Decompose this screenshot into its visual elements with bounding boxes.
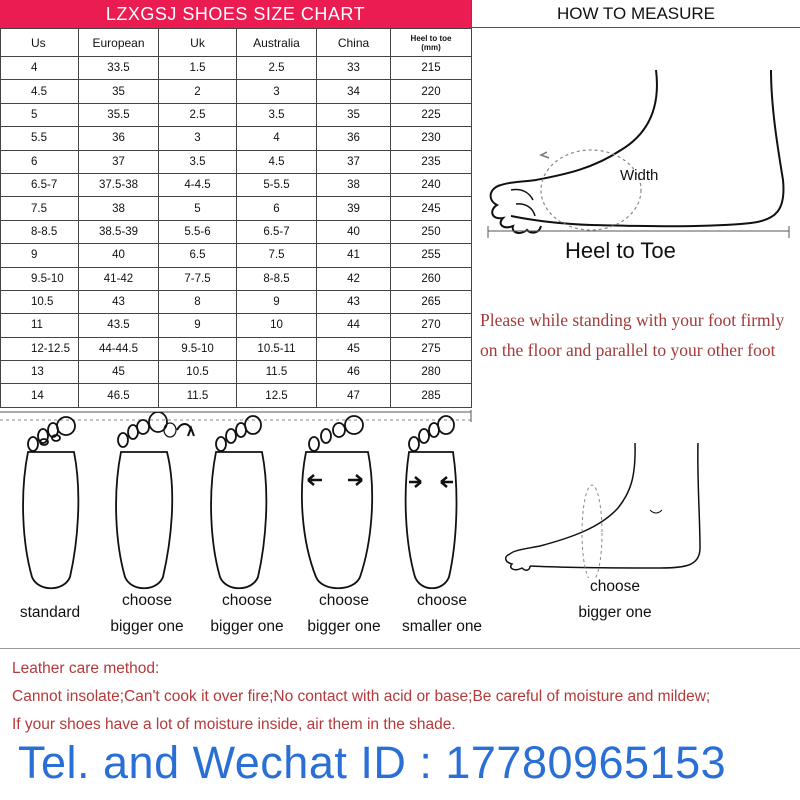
table-row xyxy=(1,127,472,150)
wide-foot-icon xyxy=(302,416,372,588)
col-heel-to-toe-label: Heel to toe xyxy=(410,33,452,43)
size-table-body xyxy=(1,57,472,408)
table-cell: 6 xyxy=(1,150,79,173)
table-row xyxy=(1,197,472,220)
side-foot-label xyxy=(560,574,670,626)
table-cell: 38 xyxy=(317,173,391,196)
table-cell: 12.5 xyxy=(237,384,317,407)
foot-label-line2: smaller one xyxy=(401,618,483,635)
col-australia: Australia xyxy=(237,29,317,57)
table-cell: 7.5 xyxy=(1,197,79,220)
care-line-1: Cannot insolate;Can't cook it over fire;No contact with acid or base;Be careful of moisture and mildew; xyxy=(12,688,711,705)
table-cell: 37 xyxy=(79,150,159,173)
table-cell: 215 xyxy=(391,57,472,80)
table-cell: 10 xyxy=(237,314,317,337)
table-cell: 8-8.5 xyxy=(237,267,317,290)
table-cell: 35.5 xyxy=(79,103,159,126)
table-cell: 285 xyxy=(391,384,472,407)
foot-label-line1: choose xyxy=(122,592,172,609)
col-heel-to-toe xyxy=(391,29,472,57)
foot-side-outline-icon xyxy=(491,70,784,233)
foot-label-line1: standard xyxy=(19,604,81,621)
foot-shapes xyxy=(0,412,480,592)
table-cell: 45 xyxy=(79,361,159,384)
table-cell: 4.5 xyxy=(1,80,79,103)
table-cell: 275 xyxy=(391,337,472,360)
table-cell: 5-5.5 xyxy=(237,173,317,196)
table-cell: 34 xyxy=(317,80,391,103)
table-cell: 4.5 xyxy=(237,150,317,173)
table-cell: 270 xyxy=(391,314,472,337)
table-row xyxy=(1,314,472,337)
table-cell: 8 xyxy=(159,290,237,313)
table-cell: 35 xyxy=(79,80,159,103)
table-cell: 260 xyxy=(391,267,472,290)
table-row xyxy=(1,220,472,243)
col-uk: Uk xyxy=(159,29,237,57)
table-cell: 7.5 xyxy=(237,244,317,267)
table-cell: 46.5 xyxy=(79,384,159,407)
table-cell: 36 xyxy=(317,127,391,150)
table-cell: 47 xyxy=(317,384,391,407)
heel-to-toe-label: Heel to Toe xyxy=(565,238,676,263)
table-cell: 40 xyxy=(317,220,391,243)
width-label: Width xyxy=(620,167,659,184)
contact-info: Tel. and Wechat ID : 17780965153 xyxy=(18,737,727,788)
table-cell: 41-42 xyxy=(79,267,159,290)
table-cell: 35 xyxy=(317,103,391,126)
table-cell: 11.5 xyxy=(237,361,317,384)
table-cell: 6 xyxy=(237,197,317,220)
table-cell: 9.5-10 xyxy=(1,267,79,290)
width-arrow-icon xyxy=(541,152,549,158)
size-table xyxy=(0,28,472,408)
table-cell: 280 xyxy=(391,361,472,384)
foot-label-standard xyxy=(8,600,92,626)
table-cell: 11 xyxy=(1,314,79,337)
table-cell: 2.5 xyxy=(159,103,237,126)
table-cell: 46 xyxy=(317,361,391,384)
table-cell: 250 xyxy=(391,220,472,243)
table-cell: 6.5-7 xyxy=(1,173,79,196)
high-instep-foot-icon xyxy=(500,438,710,578)
wide-toe-foot-icon xyxy=(116,412,194,588)
foot-label-line2: bigger one xyxy=(110,618,184,635)
table-row xyxy=(1,384,472,407)
leather-care-section xyxy=(12,655,800,739)
table-cell: 245 xyxy=(391,197,472,220)
how-to-measure-title: HOW TO MEASURE xyxy=(471,0,800,28)
table-header-row xyxy=(1,29,472,57)
table-row xyxy=(1,361,472,384)
table-cell: 8-8.5 xyxy=(1,220,79,243)
standard-foot-icon xyxy=(23,417,78,588)
col-us: Us xyxy=(1,29,79,57)
table-cell: 38 xyxy=(79,197,159,220)
table-cell: 42 xyxy=(317,267,391,290)
table-cell: 9 xyxy=(237,290,317,313)
table-row xyxy=(1,80,472,103)
table-cell: 37.5-38 xyxy=(79,173,159,196)
table-cell: 265 xyxy=(391,290,472,313)
care-line-2: If your shoes have a lot of moisture inside, air them in the shade. xyxy=(12,716,456,733)
table-cell: 36 xyxy=(79,127,159,150)
table-row xyxy=(1,337,472,360)
table-cell: 13 xyxy=(1,361,79,384)
table-cell: 6.5 xyxy=(159,244,237,267)
table-cell: 9.5-10 xyxy=(159,337,237,360)
table-row xyxy=(1,267,472,290)
table-cell: 10.5 xyxy=(159,361,237,384)
table-cell: 225 xyxy=(391,103,472,126)
foot-label-narrow xyxy=(392,588,492,640)
table-cell: 5.5-6 xyxy=(159,220,237,243)
table-cell: 6.5-7 xyxy=(237,220,317,243)
table-cell: 4 xyxy=(237,127,317,150)
table-cell: 10.5 xyxy=(1,290,79,313)
table-cell: 14 xyxy=(1,384,79,407)
table-cell: 37 xyxy=(317,150,391,173)
side-foot-label-line1: choose xyxy=(590,578,640,595)
table-row xyxy=(1,103,472,126)
table-cell: 5 xyxy=(159,197,237,220)
table-row xyxy=(1,173,472,196)
table-cell: 43 xyxy=(317,290,391,313)
foot-label-line2: bigger one xyxy=(307,618,381,635)
table-cell: 255 xyxy=(391,244,472,267)
table-row xyxy=(1,290,472,313)
table-cell: 1.5 xyxy=(159,57,237,80)
table-cell: 5 xyxy=(1,103,79,126)
table-row xyxy=(1,244,472,267)
table-cell: 3.5 xyxy=(159,150,237,173)
col-heel-to-toe-unit: (mm) xyxy=(421,42,441,52)
table-cell: 43.5 xyxy=(79,314,159,337)
table-cell: 33.5 xyxy=(79,57,159,80)
table-cell: 3 xyxy=(159,127,237,150)
side-foot-label-line2: bigger one xyxy=(578,604,652,621)
table-cell: 10.5-11 xyxy=(237,337,317,360)
care-heading: Leather care method: xyxy=(12,660,160,677)
chart-title: LZXGSJ SHOES SIZE CHART xyxy=(0,0,471,28)
table-row xyxy=(1,150,472,173)
table-cell: 38.5-39 xyxy=(79,220,159,243)
table-cell: 235 xyxy=(391,150,472,173)
size-chart xyxy=(0,0,471,402)
table-cell: 41 xyxy=(317,244,391,267)
table-cell: 3.5 xyxy=(237,103,317,126)
table-cell: 230 xyxy=(391,127,472,150)
table-cell: 240 xyxy=(391,173,472,196)
table-cell: 5.5 xyxy=(1,127,79,150)
table-cell: 39 xyxy=(317,197,391,220)
table-cell: 11.5 xyxy=(159,384,237,407)
foot-label-line2: bigger one xyxy=(210,618,284,635)
table-cell: 2 xyxy=(159,80,237,103)
foot-label-long xyxy=(200,588,294,640)
table-cell: 220 xyxy=(391,80,472,103)
section-divider xyxy=(0,648,800,649)
table-cell: 44-44.5 xyxy=(79,337,159,360)
table-cell: 3 xyxy=(237,80,317,103)
foot-label-wide-toe xyxy=(102,588,192,640)
table-cell: 45 xyxy=(317,337,391,360)
foot-label-line1: choose xyxy=(222,592,272,609)
table-cell: 43 xyxy=(79,290,159,313)
table-cell: 7-7.5 xyxy=(159,267,237,290)
long-foot-icon xyxy=(211,416,266,588)
table-cell: 40 xyxy=(79,244,159,267)
table-cell: 9 xyxy=(159,314,237,337)
col-china: China xyxy=(317,29,391,57)
measure-instruction: Please while standing with your foot firmly on the floor and parallel to your other foot xyxy=(480,310,785,360)
foot-label-wide xyxy=(298,588,390,640)
table-cell: 33 xyxy=(317,57,391,80)
width-indicator-icon xyxy=(541,150,641,230)
table-cell: 2.5 xyxy=(237,57,317,80)
narrow-foot-icon xyxy=(406,416,457,588)
table-cell: 4 xyxy=(1,57,79,80)
table-cell: 44 xyxy=(317,314,391,337)
table-cell: 4-4.5 xyxy=(159,173,237,196)
col-european: European xyxy=(79,29,159,57)
foot-label-line1: choose xyxy=(417,592,467,609)
table-cell: 9 xyxy=(1,244,79,267)
table-row xyxy=(1,57,472,80)
table-cell: 12-12.5 xyxy=(1,337,79,360)
foot-label-line1: choose xyxy=(319,592,369,609)
